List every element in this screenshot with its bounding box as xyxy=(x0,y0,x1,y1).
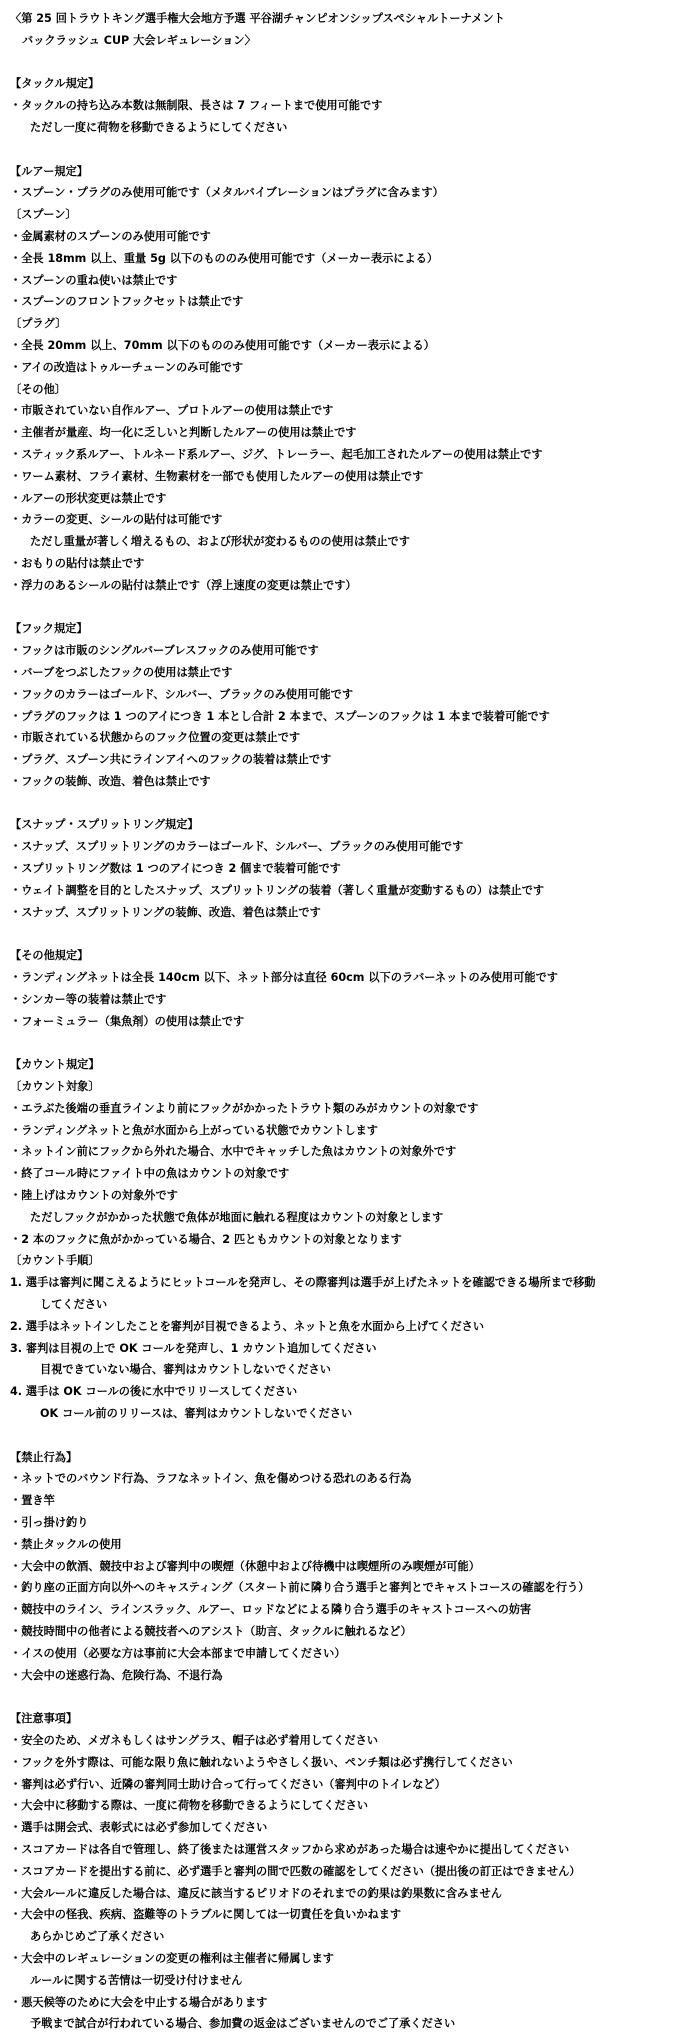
spacer xyxy=(10,1425,680,1447)
hook-rule: ・バーブをつぶしたフックの使用は禁止です xyxy=(10,665,233,679)
prohibited-rule: ・ネットでのバウンド行為、ラフなネットイン、魚を傷めつける恐れのある行為 xyxy=(10,1472,412,1486)
tackle-rule-note: ただし一度に荷物を移動できるようにしてください xyxy=(30,120,288,134)
notes-rule: ・大会ルールに違反した場合は、違反に該当するピリオドのそれまでの釣果は釣果数に含みません xyxy=(10,1886,502,1900)
spacer xyxy=(10,1686,680,1708)
count-procedure-step: 1. 選手は審判に聞こえるようにヒットコールを発声し、その際審判は選手が上げたネットを確認できる場所まで移動 xyxy=(10,1276,596,1290)
notes-rule-note: 予戦まで試合が行われている場合、参加費の返金はございませんのでご了承ください xyxy=(30,2017,456,2031)
hook-rule: ・フックは市販のシングルバーブレスフックのみ使用可能です xyxy=(10,644,319,658)
notes-rule: ・大会中の怪我、疾病、盗難等のトラブルに関しては一切責任を負いかねます xyxy=(10,1908,402,1922)
prohibited-rule: ・競技時間中の他者による競技者へのアシスト（助言、タックルに触れるなど） xyxy=(10,1624,412,1638)
lure-rule: ・ルアーの形状変更は禁止です xyxy=(10,491,167,505)
tackle-rule: ・タックルの持ち込み本数は無制限、長さは 7 フィートまで使用可能です xyxy=(10,99,383,113)
prohibited-rule: ・引っ掛け釣り xyxy=(10,1515,89,1529)
spacer xyxy=(10,597,680,619)
section-heading-snap: 【スナップ・スプリットリング規定】 xyxy=(10,818,199,832)
lure-subheading-plug: 〔プラグ〕 xyxy=(10,317,67,331)
section-heading-other: 【その他規定】 xyxy=(10,949,89,963)
notes-rule: ・悪天候等のために大会を中止する場合があります xyxy=(10,1995,268,2009)
notes-rule: ・スコアカードは各自で管理し、終了後または運営スタッフから求めがあった場合は速やかに提出してください xyxy=(10,1842,570,1856)
section-heading-lure: 【ルアー規定】 xyxy=(10,164,88,178)
snap-rule: ・スナップ、スプリットリングのカラーはゴールド、シルバー、ブラックのみ使用可能です xyxy=(10,840,464,854)
count-target-rule: ・終了コール時にファイト中の魚はカウントの対象です xyxy=(10,1167,290,1181)
lure-rule: ・おもりの貼付は禁止です xyxy=(10,556,145,570)
snap-rule: ・スプリットリング数は 1 つのアイにつき 2 個まで装着可能です xyxy=(10,862,341,876)
lure-rule: ・全長 20mm 以上、70mm 以下のもののみ使用可能です（メーカー表示による） xyxy=(10,338,435,352)
prohibited-rule: ・置き竿 xyxy=(10,1494,55,1508)
count-subheading-procedure: 〔カウント手順〕 xyxy=(10,1254,100,1268)
hook-rule: ・プラグ、スプーン共にラインアイへのフックの装着は禁止です xyxy=(10,753,332,767)
count-target-rule: ・エラぶた後端の垂直ラインより前にフックがかかったトラウト類のみがカウントの対象です xyxy=(10,1101,479,1115)
prohibited-rule: ・イスの使用（必要な方は事前に大会本部まで申請してください） xyxy=(10,1646,346,1660)
count-procedure-step-note: 目視できていない場合、審判はカウントしないでください xyxy=(40,1363,331,1377)
lure-rule: ・全長 18mm 以上、重量 5g 以下のもののみ使用可能です（メーカー表示による） xyxy=(10,251,439,265)
count-procedure-step-note: OK コール前のリリースは、審判はカウントしないでください xyxy=(40,1407,353,1420)
count-target-rule: ・2 本のフックに魚がかかっている場合、2 匹ともカウントの対象となります xyxy=(10,1232,402,1246)
other-rule: ・フォーミュラー（集魚剤）の使用は禁止です xyxy=(10,1014,245,1028)
notes-rule: ・スコアカードを提出する前に、必ず選手と審判の間で匹数の確認をしてください（提出後の訂正はできません） xyxy=(10,1864,581,1878)
notes-rule: ・大会中に移動する際は、一度に荷物を移動できるようにしてください xyxy=(10,1799,369,1813)
prohibited-rule: ・大会中の迷惑行為、危険行為、不退行為 xyxy=(10,1668,223,1682)
section-heading-prohibited: 【禁止行為】 xyxy=(10,1450,78,1464)
document-subtitle: バックラッシュ CUP 大会レギュレーション〉 xyxy=(22,33,256,47)
count-procedure-step: 2. 選手はネットインしたことを審判が目視できるよう、ネットと魚を水面から上げてください xyxy=(10,1319,485,1333)
count-target-rule-note: ただしフックがかかった状態で魚体が地面に触れる程度はカウントの対象とします xyxy=(30,1210,444,1224)
notes-rule-note: ルールに関する苦情は一切受け付けません xyxy=(30,1973,243,1987)
spacer xyxy=(10,1032,680,1054)
lure-rule: ・浮力のあるシールの貼付は禁止です（浮上速度の変更は禁止です） xyxy=(10,578,357,592)
prohibited-rule: ・競技中のライン、ラインスラック、ルアー、ロッドなどによる隣り合う選手のキャストコースへの妨害 xyxy=(10,1603,532,1617)
hook-rule: ・フックのカラーはゴールド、シルバー、ブラックのみ使用可能です xyxy=(10,687,354,701)
notes-rule: ・安全のため、メガネもしくはサングラス、帽子は必ず着用してください xyxy=(10,1733,378,1747)
lure-subheading-spoon: 〔スプーン〕 xyxy=(10,208,77,222)
spacer xyxy=(10,793,680,815)
lure-rule: ・金属素材のスプーンのみ使用可能です xyxy=(10,229,211,243)
notes-rule: ・選手は開会式、表彰式には必ず参加してください xyxy=(10,1821,268,1835)
spacer xyxy=(10,923,680,945)
count-target-rule: ・ランディングネットと魚が水面から上がっている状態でカウントします xyxy=(10,1123,378,1137)
lure-rule: ・ワーム素材、フライ素材、生物素材を一部でも使用したルアーの使用は禁止です xyxy=(10,469,424,483)
notes-rule: ・大会中のレギュレーションの変更の権利は主催者に帰属します xyxy=(10,1951,334,1965)
count-subheading-target: 〔カウント対象〕 xyxy=(10,1080,100,1094)
lure-rule: ・市販されていない自作ルアー、プロトルアーの使用は禁止です xyxy=(10,404,334,418)
lure-rule: ・スプーン・プラグのみ使用可能です（メタルバイブレーションはプラグに含みます） xyxy=(10,186,444,200)
hook-rule: ・市販されている状態からのフック位置の変更は禁止です xyxy=(10,731,301,745)
lure-rule: ・アイの改造はトゥルーチューンのみ可能です xyxy=(10,360,244,374)
section-heading-tackle: 【タックル規定】 xyxy=(10,77,100,91)
hook-rule: ・プラグのフックは 1 つのアイにつき 1 本とし合計 2 本まで、スプーンのフックは 1 本まで装着可能です xyxy=(10,709,550,723)
lure-rule: ・スティック系ルアー、トルネード系ルアー、ジグ、トレーラー、起毛加工されたルアーの使用は禁止です xyxy=(10,447,543,461)
notes-rule-note: あらかじめご了承ください xyxy=(30,1930,165,1944)
count-procedure-step-cont: してください xyxy=(40,1298,108,1312)
lure-rule: ・カラーの変更、シールの貼付は可能です xyxy=(10,513,223,527)
lure-rule-note: ただし重量が著しく増えるもの、および形状が変わるものの使用は禁止です xyxy=(30,535,410,549)
section-heading-notes: 【注意事項】 xyxy=(10,1712,78,1726)
prohibited-rule: ・禁止タックルの使用 xyxy=(10,1537,122,1551)
lure-rule: ・主催者が量産、均一化に乏しいと判断したルアーの使用は禁止です xyxy=(10,426,357,440)
hook-rule: ・フックの装飾、改造、着色は禁止です xyxy=(10,774,211,788)
notes-rule: ・審判は必ず行い、近隣の審判同士助け合って行ってください（審判中のトイレなど） xyxy=(10,1777,446,1791)
prohibited-rule: ・大会中の飲酒、競技中および審判中の喫煙（休憩中および待機中は喫煙所のみ喫煙が可能） xyxy=(10,1559,480,1573)
lure-rule: ・スプーンのフロントフックセットは禁止です xyxy=(10,295,244,309)
document-title: 〈第 25 回トラウトキング選手権大会地方予選 平谷湖チャンピオンシップスペシャルトーナメント xyxy=(10,12,505,25)
spacer xyxy=(10,139,680,161)
snap-rule: ・スナップ、スプリットリングの装飾、改造、着色は禁止です xyxy=(10,905,321,919)
snap-rule: ・ウェイト調整を目的としたスナップ、スプリットリングの装着（著しく重量が変動するもの）は禁止です xyxy=(10,883,545,897)
lure-rule: ・スプーンの重ね使いは禁止です xyxy=(10,273,178,287)
notes-rule: ・フックを外す際は、可能な限り魚に触れないようやさしく扱い、ペンチ類は必ず携行してください xyxy=(10,1755,513,1769)
count-target-rule: ・ネットイン前にフックから外れた場合、水中でキャッチした魚はカウントの対象外です xyxy=(10,1145,457,1159)
count-target-rule: ・陸上げはカウントの対象外です xyxy=(10,1189,178,1203)
other-rule: ・ランディングネットは全長 140cm 以下、ネット部分は直径 60cm 以下のラバーネットのみ使用可能です xyxy=(10,971,558,985)
count-procedure-step: 3. 審判は目視の上で OK コールを発声し、1 カウント追加してください xyxy=(10,1341,377,1355)
section-heading-count: 【カウント規定】 xyxy=(10,1058,100,1072)
lure-subheading-other: 〔その他〕 xyxy=(10,382,66,396)
count-procedure-step: 4. 選手は OK コールの後に水中でリリースしてください xyxy=(10,1385,298,1399)
section-heading-hook: 【フック規定】 xyxy=(10,622,88,636)
prohibited-rule: ・釣り座の正面方向以外へのキャスティング（スタート前に隣り合う選手と審判とでキャストコースの確認を行う） xyxy=(10,1581,590,1595)
spacer xyxy=(10,52,680,74)
other-rule: ・シンカー等の装着は禁止です xyxy=(10,992,167,1006)
